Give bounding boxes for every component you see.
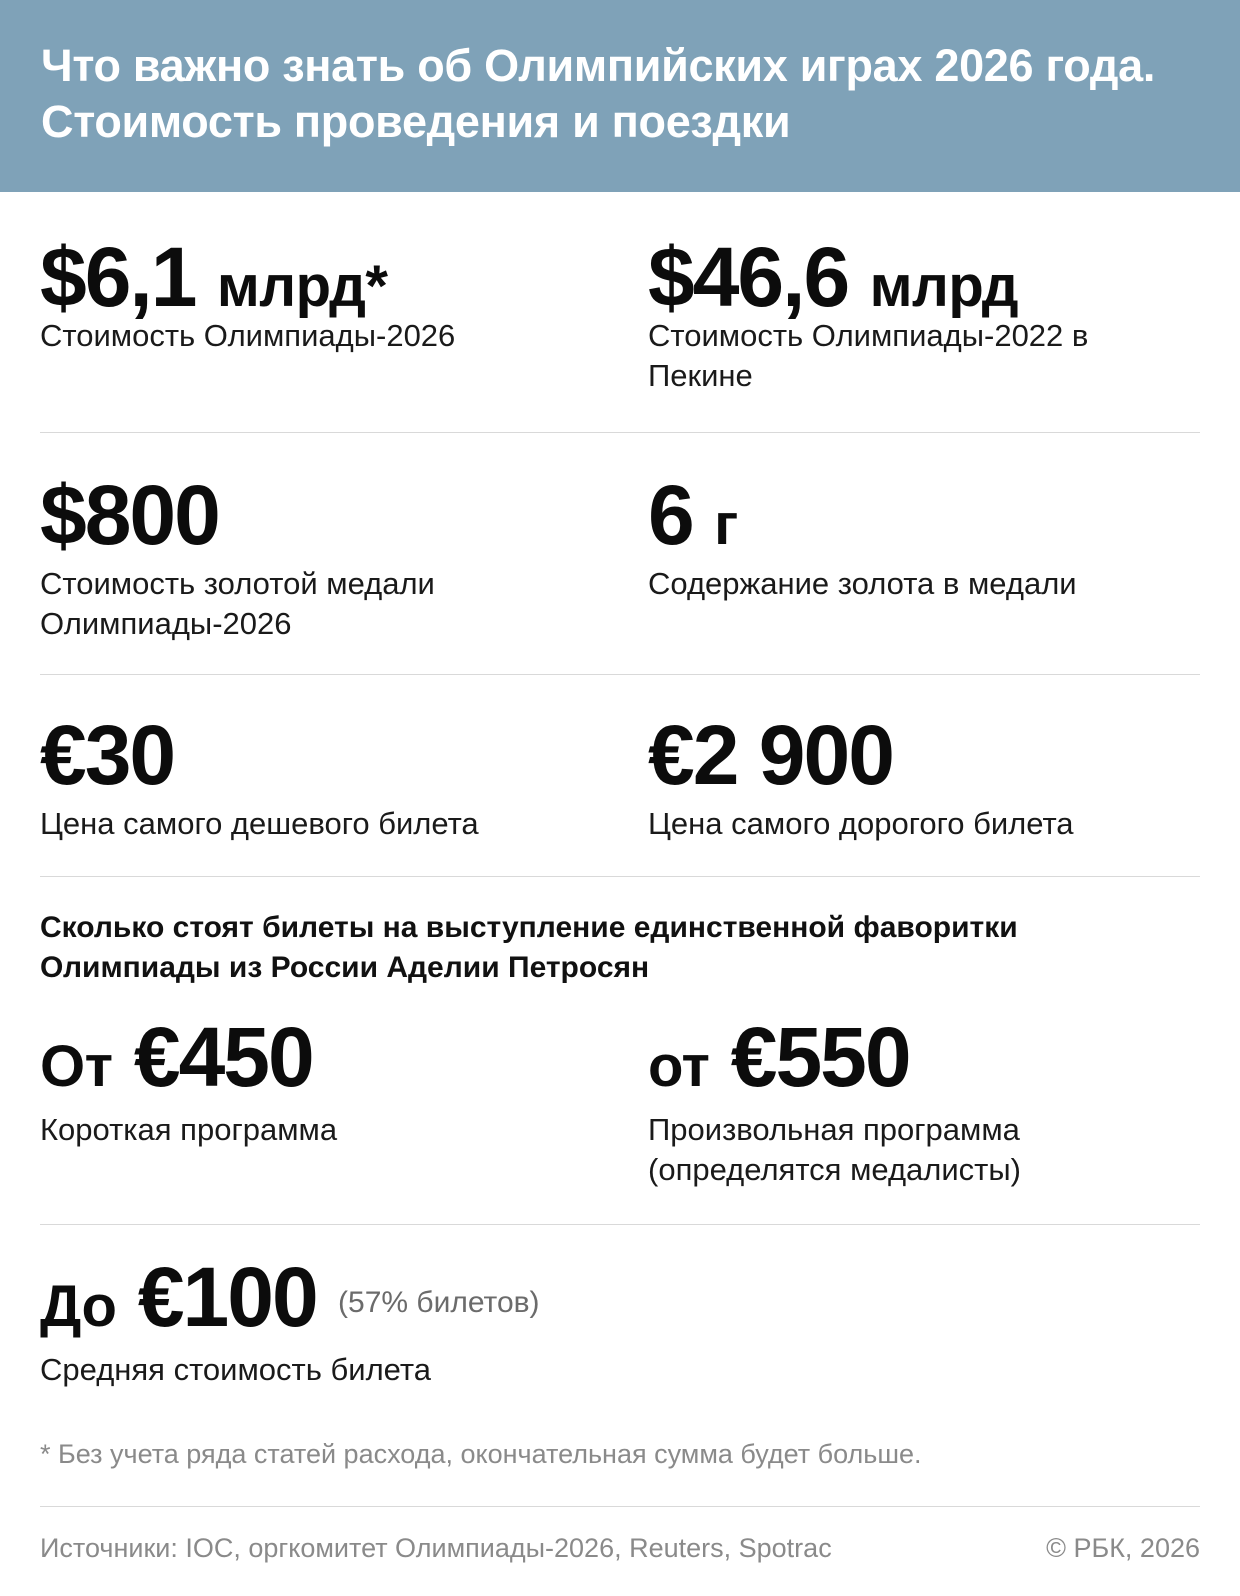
stat-unit: млрд* [216,254,388,319]
stat-label-medal-cost: Стоимость золотой медали Олимпиады-2026 [40,566,435,641]
stat-note: (57% билетов) [338,1286,540,1319]
stat-average-ticket [40,1252,540,1352]
page-title: Что важно знать об Олимпийских играх 2026 года. Стоимость проведения и поездки [41,40,1156,147]
stat-prefix: От [40,1034,113,1099]
stat-label-short-program: Короткая программа [40,1112,338,1147]
divider [40,1224,1200,1225]
stat-label-expensive-ticket: Цена самого дорогого билета [648,806,1074,841]
stat-value: $800 [40,468,219,562]
stat-value: $46,6 [648,230,849,324]
stat-unit: млрд [869,254,1019,319]
stat-unit: г [714,492,738,557]
stat-free-program [648,1012,910,1112]
stat-value: €30 [40,708,175,802]
divider [40,432,1200,433]
stat-label-cheapest-ticket: Цена самого дешевого билета [40,806,479,841]
divider [40,876,1200,877]
stat-cheapest-ticket [40,710,174,800]
stat-value: 6 [648,468,693,562]
footnote: * Без учета ряда статей расхода, окончательная сумма будет больше. [40,1439,922,1469]
stat-prefix: До [40,1274,117,1339]
sources: Источники: IOC, оргкомитет Олимпиады-2026, Reuters, Spotrac [40,1533,832,1563]
stat-label-gold-content: Содержание золота в медали [648,566,1077,601]
copyright: © РБК, 2026 [1046,1533,1200,1563]
stat-value: $6,1 [40,230,196,324]
stat-label-cost-2022: Стоимость Олимпиады-2022 в Пекине [648,318,1089,393]
stat-label-cost-2026: Стоимость Олимпиады-2026 [40,318,456,353]
stat-value: €550 [730,1010,910,1104]
stat-value: €2 900 [648,708,893,802]
stat-label-average-ticket: Средняя стоимость билета [40,1352,431,1387]
stat-value: €450 [133,1010,313,1104]
divider [40,674,1200,675]
stat-expensive-ticket [648,710,893,800]
stat-medal-cost [40,470,219,560]
divider [40,1506,1200,1507]
header-banner [0,0,1240,192]
stat-prefix: от [648,1034,710,1099]
stat-label-free-program: Произвольная программа (определятся медалисты) [648,1112,1021,1187]
section-heading: Сколько стоят билеты на выступление единственной фаворитки Олимпиады из России Аделии Петросян [40,911,1018,984]
stat-gold-content [648,470,738,570]
stat-value: €100 [137,1250,317,1344]
stat-short-program [40,1012,313,1112]
